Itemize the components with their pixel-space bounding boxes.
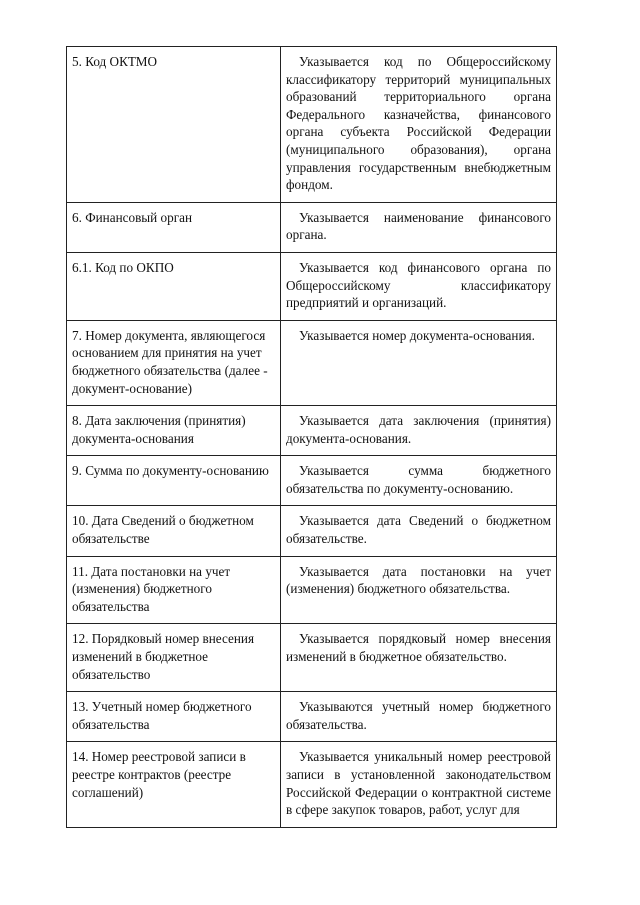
field-name-cell: 6. Финансовый орган [67,202,281,252]
table-row [67,456,557,506]
table-row [67,556,557,624]
field-name-cell: 14. Номер реестровой записи в реестре контрактов (реестре соглашений) [67,742,281,827]
field-description-cell: Указывается порядковый номер внесения изменений в бюджетное обязательство. [281,624,557,692]
field-name-cell: 13. Учетный номер бюджетного обязательства [67,692,281,742]
field-description-cell: Указывается наименование финансового органа. [281,202,557,252]
field-description-cell: Указывается код по Общероссийскому классификатору территорий муниципальных образований территориального органа Федерального казначейства, финансового органа субъекта Российской Федерации (муниципального образования), органа управления государственным внебюджетным фондом. [281,47,557,203]
field-description-cell: Указываются учетный номер бюджетного обязательства. [281,692,557,742]
field-name-cell: 5. Код ОКТМО [67,47,281,203]
field-name-cell: 12. Порядковый номер внесения изменений в бюджетное обязательство [67,624,281,692]
table-row [67,624,557,692]
table-row [67,742,557,827]
field-name-cell: 10. Дата Сведений о бюджетном обязательстве [67,506,281,556]
field-name-cell: 6.1. Код по ОКПО [67,252,281,320]
field-description-cell: Указывается дата постановки на учет (изменения) бюджетного обязательства. [281,556,557,624]
table-row [67,202,557,252]
field-name-cell: 11. Дата постановки на учет (изменения) бюджетного обязательства [67,556,281,624]
field-name-cell: 8. Дата заключения (принятия) документа-основания [67,406,281,456]
table-row [67,252,557,320]
table-row [67,320,557,405]
field-name-cell: 7. Номер документа, являющегося основанием для принятия на учет бюджетного обязательства (далее - документ-основание) [67,320,281,405]
field-description-cell: Указывается сумма бюджетного обязательства по документу-основанию. [281,456,557,506]
field-name-cell: 9. Сумма по документу-основанию [67,456,281,506]
field-description-cell: Указывается дата заключения (принятия) документа-основания. [281,406,557,456]
field-description-cell: Указывается код финансового органа по Общероссийскому классификатору предприятий и организаций. [281,252,557,320]
table-row [67,406,557,456]
table-row [67,506,557,556]
field-description-cell: Указывается номер документа-основания. [281,320,557,405]
table-row [67,692,557,742]
field-description-cell: Указывается уникальный номер реестровой записи в установленной законодательством Российской Федерации о контрактной системе в сфере закупок товаров, работ, услуг для [281,742,557,827]
fields-table [66,46,557,828]
field-description-cell: Указывается дата Сведений о бюджетном обязательстве. [281,506,557,556]
table-row [67,47,557,203]
